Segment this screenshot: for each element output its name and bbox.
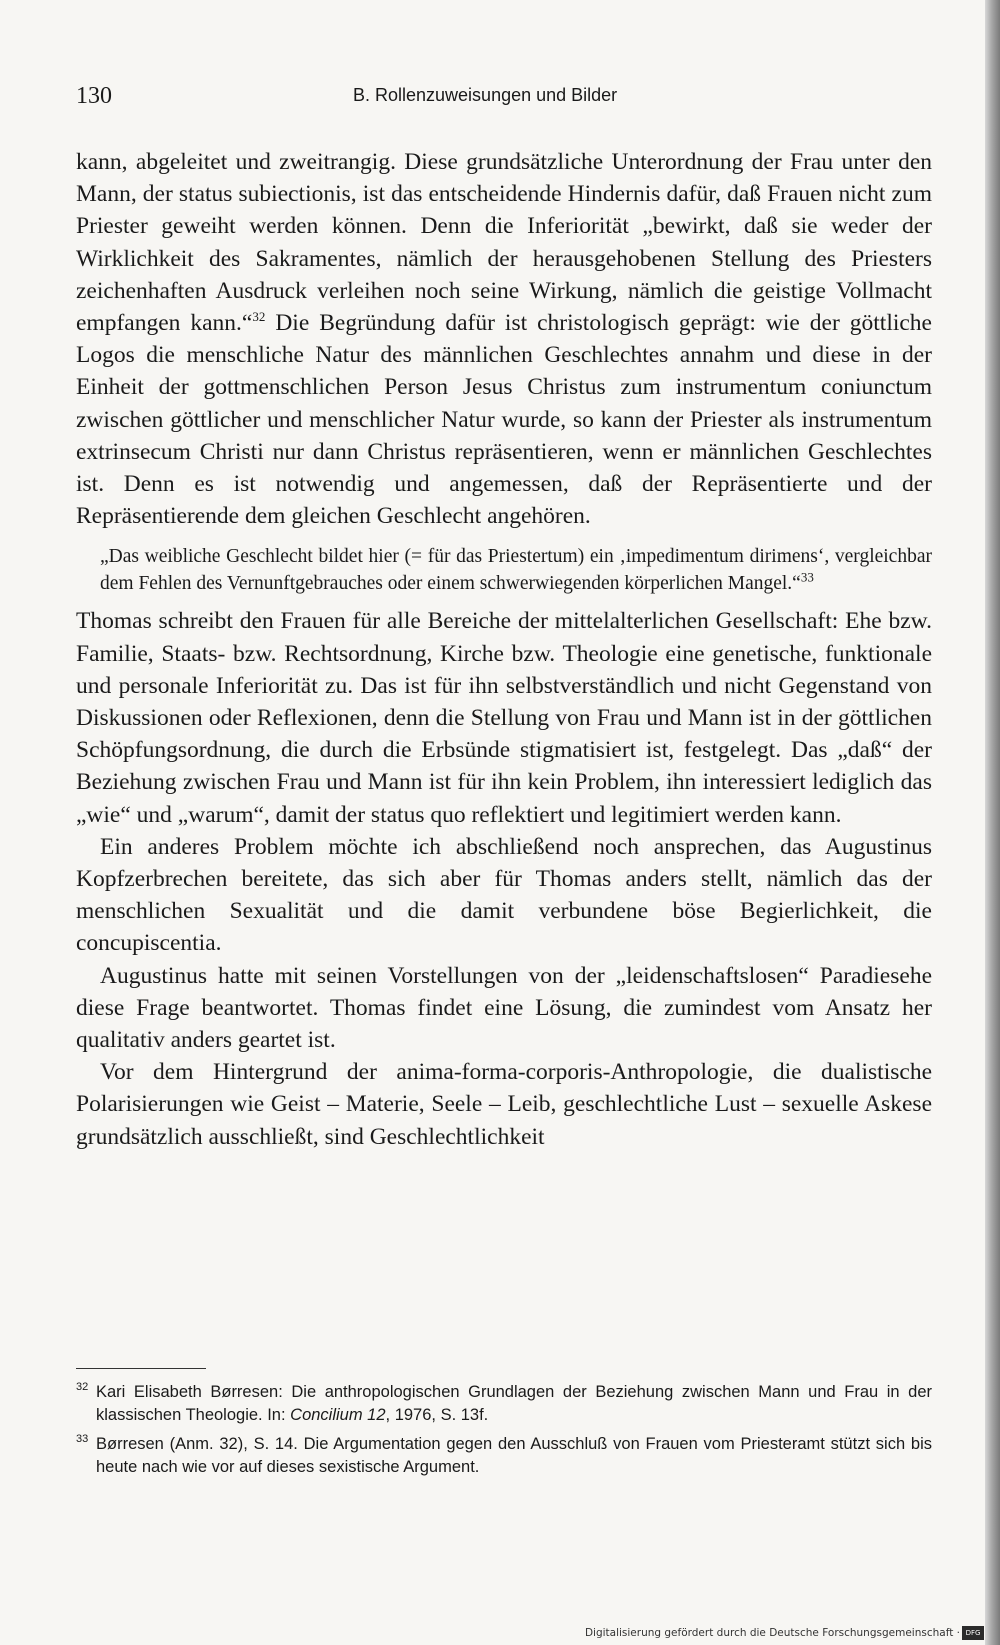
footnote-number: 33 [76, 1433, 89, 1445]
paragraph-2: Thomas schreibt den Frauen für alle Bereiche der mittelalterlichen Gesellschaft: Ehe bzw. Familie, Staats- bzw. Rechtsordnung, Kirche bzw. Theologie eine genetische, funktionale und personale Inferiorität zu. Das ist für ihn selbstverständlich und nicht Gegenstand von Diskussionen oder Reflexionen, denn die Stellung von Frau und Mann ist in der göttlichen Schöpfungsordnung, die durch die Erbsünde stigmatisiert ist, festgelegt. Das „daß“ der Beziehung zwischen Frau und Mann ist für ihn kein Problem, ihn interessiert lediglich das „wie“ und „warum“, damit der status quo reflektiert und legitimiert werden kann. [76, 608, 932, 828]
paragraph-4: Augustinus hatte mit seinen Vorstellungen von der „leidenschaftslosen“ Paradiesehe diese Frage beantwortet. Thomas findet eine Lösung, die zumindest vom Ansatz her qualitativ anders geartet ist. [76, 962, 932, 1054]
paragraph-1-part-a: kann, abgeleitet und zweitrangig. Diese grundsätzliche Unterordnung der Frau unter den Mann, der status subiectionis, ist das entscheidende Hindernis dafür, daß Frauen nicht zum Priester geweiht werden können. Denn die Inferiorität „bewirkt, daß sie weder der Wirklichkeit des Sakramentes, nämlich der herausgehobenen Stellung des Priesters zeichenhaften Ausdruck verleihen noch seine Wirkung, nämlich die geistige Vollmacht empfangen kann.“ [76, 149, 932, 337]
page-edge-shadow [985, 0, 1000, 1645]
footnote-number: 32 [76, 1381, 89, 1393]
footnote-33 [76, 1433, 932, 1479]
dfg-logo: DFG [962, 1626, 984, 1640]
footnote-text: Børresen (Anm. 32), S. 14. Die Argumentation gegen den Ausschluß von Frauen vom Priesteramt stützt sich bis heute nach wie vor auf dieses sexistische Argument. [96, 1435, 932, 1476]
running-head: B. Rollenzuweisungen und Bilder [353, 85, 618, 105]
block-quote-text: „Das weibliche Geschlecht bildet hier (= für das Priestertum) ein ‚impedimentum dirimens‘, vergleichbar dem Fehlen des Vernunftgebrauches oder einem schwerwiegenden körperlichen Mangel.“ [100, 546, 932, 594]
paragraph-3: Ein anderes Problem möchte ich abschließend noch ansprechen, das Augustinus Kopfzerbrechen bereitete, das sich aber für Thomas anders stellt, nämlich das der menschlichen Sexualität und die damit verbundene böse Begierlichkeit, die concupiscentia. [76, 833, 932, 957]
footnote-ref-32: 32 [252, 309, 266, 325]
page-header [76, 83, 932, 115]
paragraph-1-part-b: Die Begründung dafür ist christologisch geprägt: wie der göttliche Logos die menschliche Natur des männlichen Geschlechtes annahm und diese in der Einheit der gottmenschlichen Person Jesus Christus zum instrumentum coniunctum zwischen göttlicher und menschlicher Natur wurde, so kann der Priester als instrumentum extrinsecum Christi nur dann Christus repräsentieren, wenn er männlichen Geschlechtes ist. Denn es ist notwendig und angemessen, daß der Repräsentierte und der Repräsentierende dem gleichen Geschlecht angehören. [76, 310, 932, 530]
paragraph-5: Vor dem Hintergrund der anima-forma-corporis-Anthropologie, die dualistische Polarisierungen wie Geist – Materie, Seele – Leib, geschlechtliche Lust – sexuelle Askese grundsätzlich ausschließt, sind Geschlechtlichkeit [76, 1059, 932, 1150]
footnote-32 [76, 1381, 932, 1427]
footnote-ref-33: 33 [800, 569, 814, 585]
footnote-text-end: , 1976, S. 13f. [385, 1406, 489, 1424]
paragraph-1 [76, 146, 932, 532]
page-number: 130 [76, 83, 112, 109]
footnotes [76, 1381, 932, 1485]
footnote-text: Kari Elisabeth Børresen: Die anthropologischen Grundlagen der Beziehung zwischen Mann und Frau in der klassischen Theologie. In: [96, 1383, 932, 1424]
digitization-note: Digitalisierung gefördert durch die Deutsche Forschungsgemeinschaft · [584, 1627, 960, 1639]
main-text [76, 146, 932, 1153]
block-quote [100, 544, 932, 597]
footnote-divider [76, 1368, 206, 1369]
footnote-journal-title: Concilium 12 [290, 1406, 386, 1424]
